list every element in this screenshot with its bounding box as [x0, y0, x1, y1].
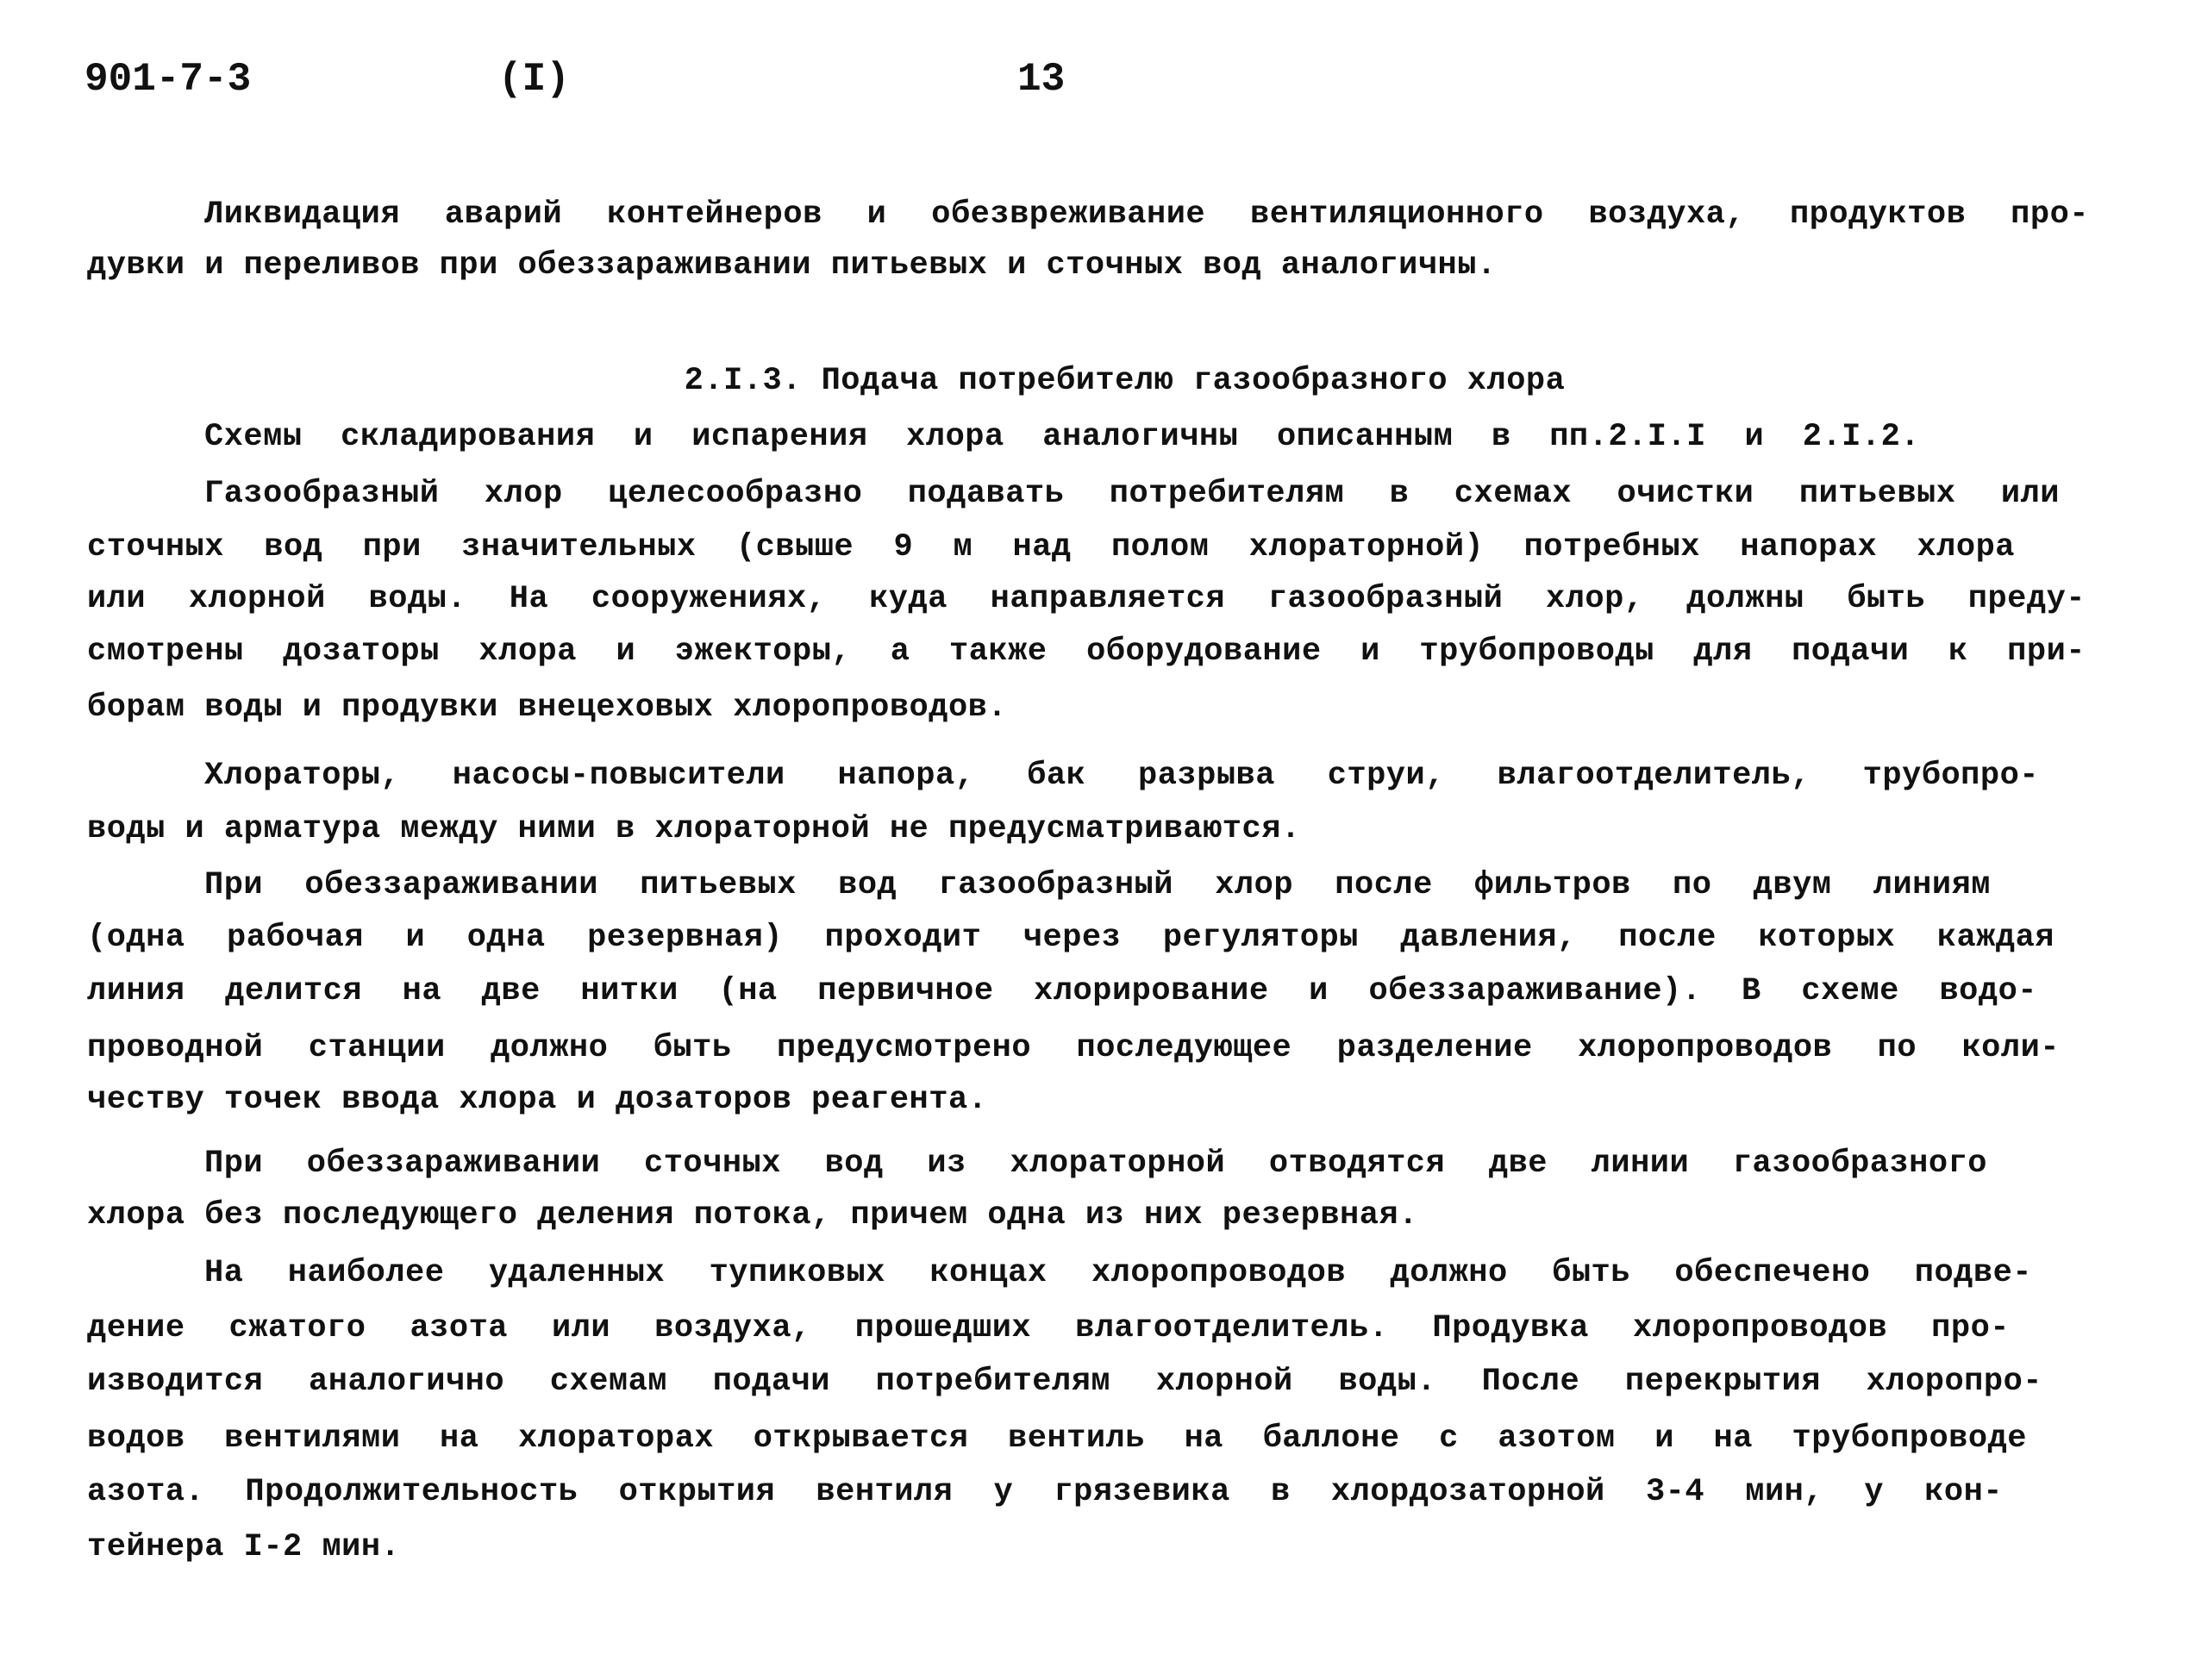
document-part: (I)	[498, 57, 570, 102]
text-line: честву точек ввода хлора и дозаторов реагента.	[87, 1082, 988, 1118]
text-line: Ликвидация аварий контейнеров и обезвреживание вентиляционного воздуха, продуктов про-	[204, 197, 2089, 233]
text-line: тейнера I-2 мин.	[87, 1529, 401, 1565]
text-line: борам воды и продувки внецеховых хлоропроводов.	[87, 690, 1008, 726]
text-line: Газообразный хлор целесообразно подавать потребителям в схемах очистки питьевых или	[204, 476, 2060, 512]
text-line: азота. Продолжительность открытия вентиля у грязевика в хлордозаторной 3-4 мин, у кон-	[87, 1474, 2003, 1510]
text-line: При обеззараживании сточных вод из хлораторной отводятся две линии газообразного	[204, 1146, 1987, 1182]
text-line: воды и арматура между ними в хлораторной не предусматриваются.	[87, 811, 1301, 847]
text-line: дение сжатого азота или воздуха, прошедших влагоотделитель. Продувка хлоропроводов про-	[87, 1310, 2010, 1346]
document-code: 901-7-3	[84, 57, 252, 102]
text-line: На наиболее удаленных тупиковых концах хлоропроводов должно быть обеспечено подве-	[204, 1255, 2032, 1291]
text-line: Хлораторы, насосы-повысители напора, бак разрыва струи, влагоотделитель, трубопро-	[204, 758, 2039, 794]
text-line: водов вентилями на хлораторах открывается вентиль на баллоне с азотом и на трубопроводе	[87, 1421, 2027, 1457]
text-line: проводной станции должно быть предусмотрено последующее разделение хлоропроводов по коли-	[87, 1030, 2060, 1066]
page-number: 13	[1017, 57, 1066, 102]
text-line: Схемы складирования и испарения хлора аналогичны описанным в пп.2.I.I и 2.I.2.	[204, 419, 1920, 455]
section-heading: 2.I.3. Подача потребителю газообразного хлора	[684, 363, 1566, 399]
text-line: сточных вод при значительных (свыше 9 м над полом хлораторной) потребных напорах хлора	[87, 529, 2015, 565]
text-line: изводится аналогично схемам подачи потребителям хлорной воды. После перекрытия хлоропро-	[87, 1364, 2042, 1400]
text-line: линия делится на две нитки (на первичное хлорирование и обеззараживание). В схеме водо-	[87, 973, 2037, 1009]
text-line: хлора без последующего деления потока, причем одна из них резервная.	[87, 1197, 1418, 1233]
text-line: или хлорной воды. На сооружениях, куда направляется газообразный хлор, должны быть преду-	[87, 581, 2086, 617]
text-line: (одна рабочая и одна резервная) проходит через регуляторы давления, после которых каждая	[87, 920, 2055, 956]
text-line: дувки и переливов при обеззараживании питьевых и сточных вод аналогичны.	[87, 247, 1497, 284]
text-line: При обеззараживании питьевых вод газообразный хлор после фильтров по двум линиям	[204, 867, 1991, 903]
text-line: смотрены дозаторы хлора и эжекторы, а также оборудование и трубопроводы для подачи к при-	[87, 634, 2086, 670]
